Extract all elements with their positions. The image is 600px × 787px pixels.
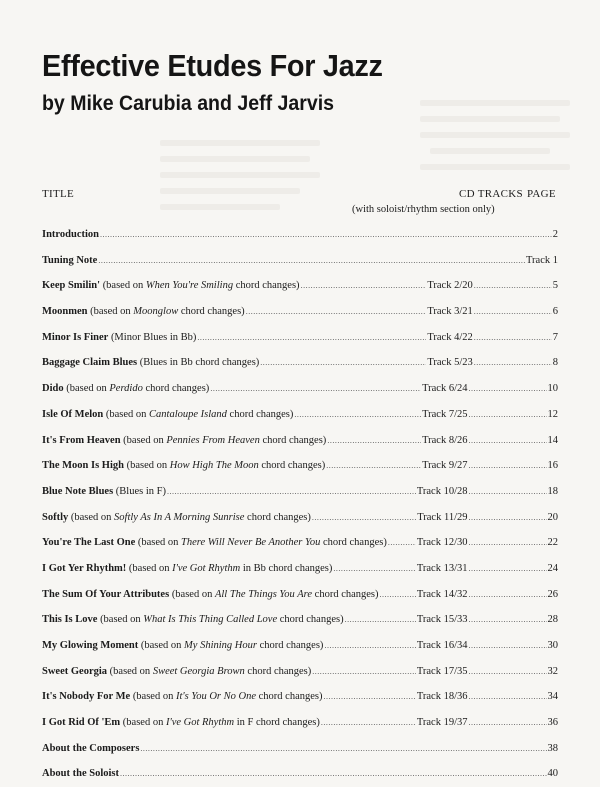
toc-entry-title [42, 684, 323, 710]
dot-leader [246, 299, 427, 325]
toc-entry-source-song: There Will Never Be Another You [181, 537, 321, 549]
toc-entry-page: 2 [552, 229, 558, 240]
dot-leader [327, 428, 421, 454]
toc-entry-page: 26 [547, 588, 558, 600]
dot-leader [120, 761, 546, 787]
toc-entry-title [42, 736, 139, 762]
toc-entry [42, 350, 558, 376]
toc-entry-title [42, 505, 311, 531]
toc-entry-source-song: I've Got Rhythm [165, 717, 235, 729]
toc-entry-title [42, 453, 325, 479]
toc-entry-name: I Got Yer Rhythm! [42, 562, 127, 574]
toc-entry-page: 16 [547, 460, 558, 472]
dot-leader [469, 607, 547, 633]
toc-entry-title [42, 582, 379, 608]
toc-entry-description-end: in F chord changes) [234, 717, 320, 729]
toc-entry-name: This Is Love [42, 614, 98, 626]
toc-entry-track: Track 11/29 [417, 511, 468, 523]
toc-entry-source-song: It's You Or No One [175, 691, 257, 703]
dot-leader [469, 376, 547, 402]
toc-entry-description: (based on [138, 640, 185, 651]
toc-entry-description: (based on [123, 460, 170, 472]
toc-entry-page: 22 [547, 537, 558, 549]
toc-entry-source-song: How High The Moon [169, 460, 259, 472]
toc-entry-source-song: What Is This Thing Called Love [143, 614, 278, 626]
toc-entry-description: (based on [103, 408, 150, 420]
toc-entry-track: Track 6/24 [422, 383, 468, 395]
toc-entry-track: Track 17/35 [416, 665, 468, 677]
toc-entry-source-song: All The Things You Are [214, 588, 313, 600]
dot-leader [100, 222, 552, 248]
dot-leader [469, 505, 547, 531]
toc-entry-description-end: chord changes) [312, 588, 379, 600]
toc-entry-name: Baggage Claim Blues [42, 357, 138, 369]
toc-entry-title [42, 325, 196, 351]
dot-leader [469, 710, 547, 736]
dot-leader [324, 684, 416, 710]
toc-entry-description-end: chord changes) [178, 306, 245, 318]
dot-leader [474, 350, 552, 376]
toc-entry-description: (based on [120, 434, 167, 446]
toc-entry-page: 7 [552, 331, 558, 343]
dot-leader [294, 402, 421, 428]
toc-entry [42, 710, 558, 736]
toc-entry-name: My Glowing Moment [42, 640, 139, 651]
toc-entry-name: About the Composers [42, 742, 140, 754]
toc-entry-track: Track 13/31 [416, 562, 468, 574]
toc-entry-description-end: chord changes) [277, 614, 344, 626]
toc-entry-description: (based on [63, 383, 110, 395]
toc-entry [42, 684, 558, 710]
toc-entry-description: (based on [130, 691, 176, 703]
toc-entry [42, 222, 558, 248]
toc-entry [42, 453, 558, 479]
toc-entry-description-end: chord changes) [244, 511, 311, 523]
toc-entry-description: (based on [68, 511, 115, 523]
toc-entry [42, 736, 558, 762]
toc-entry-description: (based on [107, 665, 153, 677]
dot-leader [260, 350, 426, 376]
toc-entry-track: Track 3/21 [427, 306, 473, 318]
dot-leader [469, 556, 547, 582]
toc-entry-page: 8 [552, 357, 558, 369]
dot-leader [140, 736, 546, 762]
toc-entry-description-end: chord changes) [233, 280, 300, 292]
toc-entry-track: Track 1 [526, 254, 558, 266]
toc-entry-track: Track 16/34 [416, 640, 468, 651]
toc-entry-description: (Blues in Bb chord changes) [137, 357, 260, 369]
toc-entry-page: 5 [552, 280, 558, 292]
toc-entry-description-end: chord changes) [258, 460, 326, 472]
toc-entry-source-song: When You're Smiling [145, 280, 234, 292]
toc-entry-track: Track 5/23 [427, 357, 473, 369]
toc-entry-name: Isle Of Melon [42, 408, 104, 420]
toc-entry-title [42, 659, 311, 685]
toc-entry-name: Minor Is Finer [42, 331, 109, 343]
toc-entry-description-end: chord changes) [259, 434, 327, 446]
toc-entry-name: Tuning Note [42, 254, 98, 266]
toc-entry-page: 36 [547, 717, 558, 729]
toc-entry-title [42, 222, 99, 248]
toc-entry-title [42, 428, 326, 454]
dot-leader [469, 633, 547, 659]
dot-leader [324, 633, 415, 659]
toc-entry [42, 479, 558, 505]
dot-leader [301, 273, 427, 299]
toc-entry [42, 761, 558, 787]
toc-entry-description-end: in Bb chord changes) [240, 562, 333, 574]
toc-entry-page: 32 [547, 665, 558, 677]
dot-leader [469, 479, 547, 505]
toc-entry-page: 10 [547, 383, 558, 395]
dot-leader [469, 402, 547, 428]
toc-entry-title [42, 761, 119, 787]
toc-entry-name: You're The Last One [42, 537, 136, 549]
toc-entry [42, 299, 558, 325]
toc-entry-name: It's From Heaven [42, 434, 121, 446]
toc-entry-description-end: chord changes) [244, 665, 312, 677]
toc-entry-page: 12 [547, 408, 558, 420]
dot-leader [312, 659, 416, 685]
toc-entry-page: 14 [547, 434, 558, 446]
toc-entry [42, 402, 558, 428]
toc-entry-name: Blue Note Blues [42, 485, 114, 497]
toc-entry [42, 530, 558, 556]
toc-entry-name: Softly [42, 511, 69, 523]
toc-entry-track: Track 18/36 [416, 691, 468, 703]
toc-entry-description: (Minor Blues in Bb) [108, 331, 197, 343]
toc-entry-description-end: chord changes) [256, 691, 323, 703]
dot-leader [474, 273, 552, 299]
toc-entry-title [42, 479, 166, 505]
toc-entry-name: I Got Rid Of 'Em [42, 717, 121, 729]
toc-entry-name: The Moon Is High [42, 460, 124, 472]
toc-entry-track: Track 7/25 [422, 408, 468, 420]
dot-leader [345, 607, 416, 633]
toc-entry [42, 376, 558, 402]
dot-leader [469, 582, 547, 608]
dot-leader [321, 710, 416, 736]
toc-entry-page: 40 [547, 768, 558, 780]
toc-entry-name: Sweet Georgia [42, 665, 108, 677]
dot-leader [469, 428, 547, 454]
toc-entry-page: 24 [547, 562, 558, 574]
toc-entry-source-song: My Shining Hour [184, 640, 257, 651]
cd-tracks-column-header: CD TRACKS [459, 188, 523, 200]
toc-entry-description-end: chord changes) [320, 537, 387, 549]
toc-entry-description: (based on [135, 537, 182, 549]
toc-entry-page: 20 [547, 511, 558, 523]
toc-entry-title [42, 607, 344, 633]
toc-entry-title [42, 633, 323, 659]
dot-leader [469, 684, 547, 710]
toc-entry [42, 607, 558, 633]
toc-entry-title [42, 299, 245, 325]
toc-entry-title [42, 402, 293, 428]
toc-entry-track: Track 19/37 [416, 717, 468, 729]
dot-leader [469, 530, 547, 556]
toc-entry-name: Moonmen [42, 306, 88, 318]
toc-entry-name: The Sum Of Your Attributes [42, 588, 170, 600]
toc-entry-name: Introduction [42, 229, 99, 240]
toc-entry-source-song: I've Got Rhythm [172, 562, 241, 574]
table-of-contents [42, 222, 558, 787]
toc-entry-title [42, 350, 259, 376]
toc-entry-source-song: Moonglow [133, 306, 179, 318]
toc-entry-description: (based on [169, 588, 215, 600]
toc-entry [42, 428, 558, 454]
toc-entry-page: 34 [547, 691, 558, 703]
toc-entry [42, 633, 558, 659]
toc-entry [42, 582, 558, 608]
toc-entry-description-end: chord changes) [226, 408, 294, 420]
toc-entry-title [42, 248, 97, 274]
dot-leader [474, 325, 552, 351]
toc-entry-page: 28 [547, 614, 558, 626]
dot-leader [388, 530, 416, 556]
toc-entry-track: Track 10/28 [416, 485, 468, 497]
toc-entry-track: Track 9/27 [422, 460, 468, 472]
toc-entry-source-song: Pennies From Heaven [166, 434, 260, 446]
dot-leader [380, 582, 416, 608]
toc-entry [42, 248, 558, 274]
dot-leader [326, 453, 421, 479]
page-column-header: PAGE [527, 188, 556, 200]
toc-entry [42, 505, 558, 531]
title-column-header: TITLE [42, 188, 75, 200]
toc-entry [42, 273, 558, 299]
dot-leader [469, 453, 547, 479]
toc-entry-title [42, 530, 387, 556]
toc-entry [42, 325, 558, 351]
toc-entry-name: It's Nobody For Me [42, 691, 131, 703]
toc-entry-source-song: Sweet Georgia Brown [152, 665, 245, 677]
toc-entry-description: (based on [97, 614, 144, 626]
toc-entry-title [42, 556, 332, 582]
dot-leader [312, 505, 416, 531]
toc-entry-title [42, 273, 300, 299]
toc-entry-title [42, 376, 209, 402]
toc-entry [42, 659, 558, 685]
cd-tracks-note: (with soloist/rhythm section only) [352, 204, 495, 215]
dot-leader [98, 248, 525, 274]
toc-entry-track: Track 15/33 [416, 614, 468, 626]
dot-leader [167, 479, 416, 505]
book-title: Effective Etudes For Jazz [42, 48, 383, 83]
toc-entry-description: (based on [100, 280, 146, 292]
toc-entry-title [42, 710, 320, 736]
toc-entry-page: 38 [547, 742, 558, 754]
dot-leader [333, 556, 415, 582]
toc-entry-page: 18 [547, 485, 558, 497]
toc-entry-page: 30 [547, 640, 558, 651]
dot-leader [197, 325, 426, 351]
toc-entry-name: Keep Smilin' [42, 280, 101, 292]
toc-entry-track: Track 8/26 [422, 434, 468, 446]
toc-entry-track: Track 2/20 [427, 280, 473, 292]
toc-entry-page: 6 [552, 306, 558, 318]
toc-entry-source-song: Softly As In A Morning Sunrise [114, 511, 245, 523]
toc-entry-description: (Blues in F) [113, 485, 166, 497]
dot-leader [469, 659, 547, 685]
toc-entry-track: Track 4/22 [427, 331, 473, 343]
toc-entry-name: Dido [42, 383, 64, 395]
book-authors: by Mike Carubia and Jeff Jarvis [42, 92, 334, 115]
toc-entry-description: (based on [87, 306, 134, 318]
toc-entry-source-song: Perdido [109, 383, 143, 395]
toc-entry-description-end: chord changes) [256, 640, 324, 651]
toc-entry-description: (based on [120, 717, 166, 729]
toc-entry-description: (based on [126, 562, 173, 574]
dot-leader [474, 299, 552, 325]
dot-leader [210, 376, 421, 402]
toc-entry [42, 556, 558, 582]
toc-entry-track: Track 12/30 [416, 537, 468, 549]
toc-entry-name: About the Soloist [42, 768, 120, 780]
toc-entry-source-song: Cantaloupe Island [149, 408, 227, 420]
toc-entry-description-end: chord changes) [142, 383, 210, 395]
toc-entry-track: Track 14/32 [416, 588, 468, 600]
